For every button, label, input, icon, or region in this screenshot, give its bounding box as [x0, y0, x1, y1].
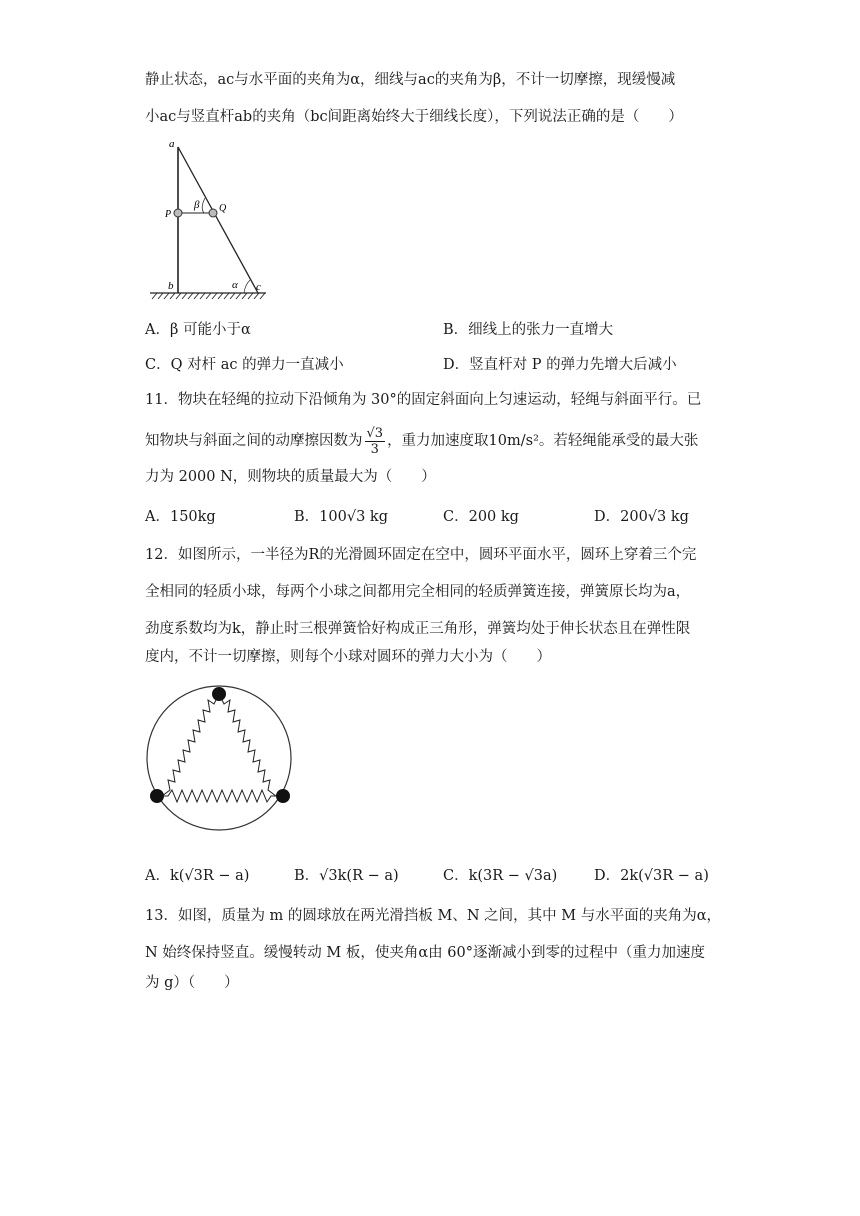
- spring-bottom: [157, 790, 282, 802]
- label-p: P: [165, 209, 172, 220]
- ring-q: [209, 209, 217, 217]
- q11-option-c: C．200 kg: [443, 509, 519, 525]
- q11-line2-post: ，重力加速度取10m/s²。若轻绳能承受的最大张: [387, 433, 699, 449]
- ball-right: [276, 789, 290, 803]
- q11-line2-pre: 知物块与斜面之间的动摩擦因数为: [145, 433, 363, 449]
- label-c: c: [256, 281, 261, 293]
- q13-text-line-1: 13．如图，质量为 m 的圆球放在两光滑挡板 M、N 之间，其中 M 与水平面的夹角为α，: [145, 908, 722, 924]
- q12-option-a: A．k(√3R − a): [145, 868, 250, 884]
- q10-text-line-1: 静止状态，ac与水平面的夹角为α，细线与ac的夹角为β，不计一切摩擦，现缓慢减: [145, 72, 676, 88]
- q11-text-line-3: 力为 2000 N，则物块的质量最大为（ ）: [145, 469, 436, 485]
- q10-option-a: A．β 可能小于α: [145, 322, 251, 338]
- q11-option-d: D．200√3 kg: [594, 509, 689, 525]
- q10-figure-rod-incline: [148, 138, 273, 300]
- q11-option-a: A．150kg: [145, 509, 216, 525]
- label-q: Q: [219, 203, 227, 214]
- q10-option-d: D．竖直杆对 P 的弹力先增大后减小: [443, 357, 677, 373]
- smooth-ring: [147, 686, 291, 830]
- q10-text-line-2: 小ac与竖直杆ab的夹角（bc间距离始终大于细线长度），下列说法正确的是（ ）: [145, 109, 683, 125]
- q12-figure-ring-springs: [142, 682, 302, 838]
- label-alpha: α: [232, 279, 238, 291]
- q12-text-line-2: 全相同的轻质小球，每两个小球之间都用完全相同的轻质弹簧连接，弹簧原长均为a，: [145, 584, 691, 600]
- q10-option-c: C．Q 对杆 ac 的弹力一直减小: [145, 357, 344, 373]
- q12-option-b: B．√3k(R − a): [294, 868, 399, 884]
- q11-text-line-2: [145, 424, 698, 458]
- label-b: b: [168, 280, 174, 292]
- label-beta: β: [194, 199, 200, 211]
- q12-option-c: C．k(3R − √3a): [443, 868, 558, 884]
- q12-option-d: D．2k(√3R − a): [594, 868, 709, 884]
- friction-coefficient-fraction: [365, 426, 386, 457]
- q12-text-line-4: 度内，不计一切摩擦，则每个小球对圆环的弹力大小为（ ）: [145, 649, 551, 665]
- fraction-numerator: √3: [366, 425, 384, 441]
- q11-text-line-1: 11．物块在轻绳的拉动下沿倾角为 30°的固定斜面向上匀速运动，轻绳与斜面平行。已: [145, 392, 702, 408]
- q13-text-line-3: 为 g）（ ）: [145, 975, 239, 991]
- q10-option-b: B．细线上的张力一直增大: [443, 322, 614, 338]
- q13-text-line-2: N 始终保持竖直。缓慢转动 M 板，使夹角α由 60°逐渐减小到零的过程中（重力加速度: [145, 945, 705, 961]
- q12-text-line-3: 劲度系数均为k，静止时三根弹簧恰好构成正三角形，弹簧均处于伸长状态且在弹性限: [145, 621, 691, 637]
- ball-top: [212, 687, 226, 701]
- ring-p: [174, 209, 182, 217]
- q12-text-line-1: 12．如图所示，一半径为R的光滑圆环固定在空中，圆环平面水平，圆环上穿着三个完: [145, 547, 697, 563]
- label-a: a: [169, 138, 175, 150]
- q11-option-b: B．100√3 kg: [294, 509, 388, 525]
- fraction-denominator: 3: [370, 441, 379, 457]
- ball-left: [150, 789, 164, 803]
